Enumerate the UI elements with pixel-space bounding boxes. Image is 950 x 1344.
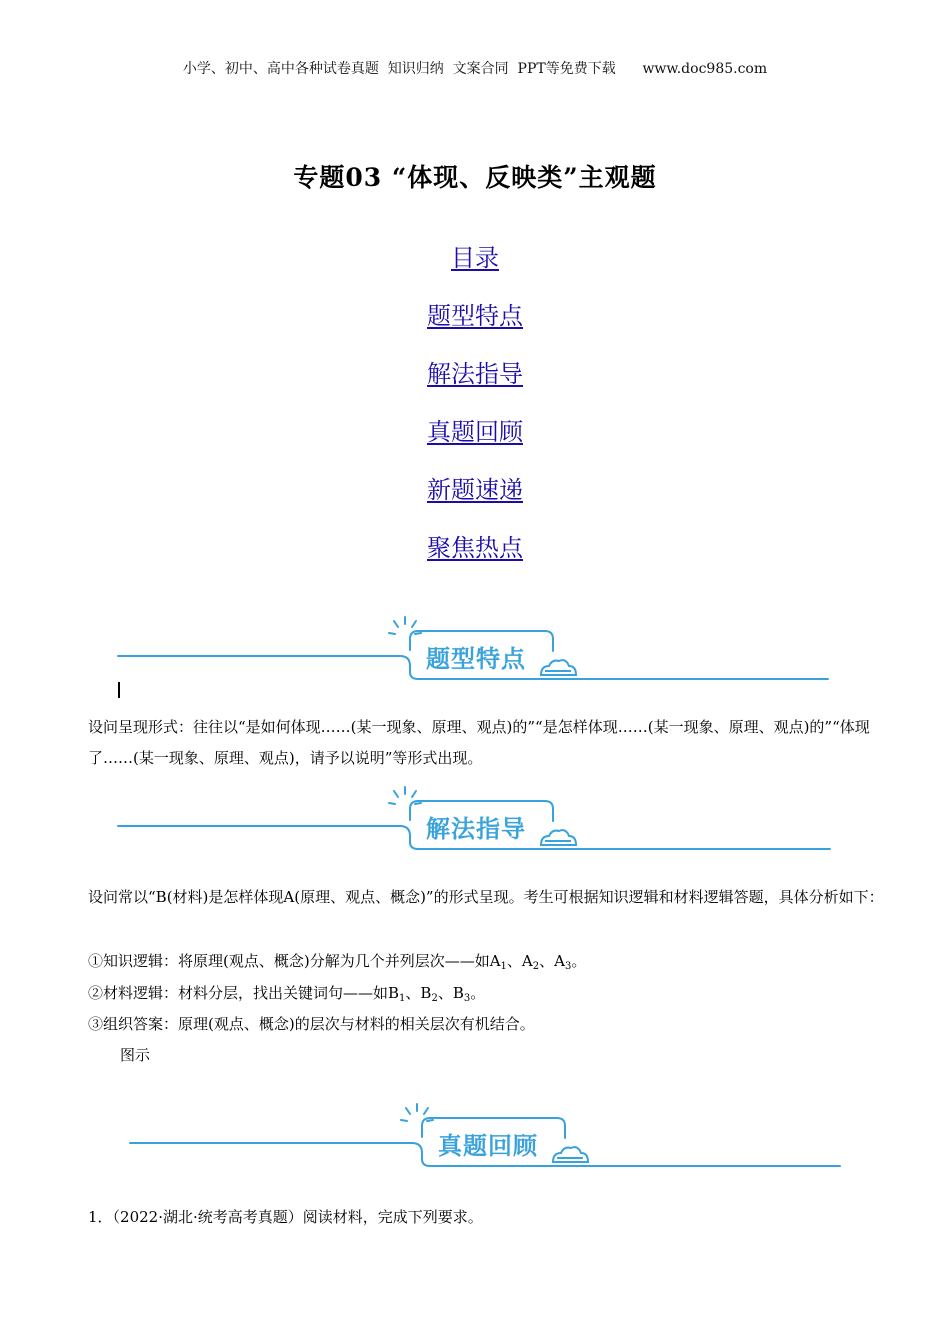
- toc-link-hotspots[interactable]: 聚焦热点: [427, 534, 523, 562]
- section-banner-features: [0, 615, 950, 687]
- method-step-3: ③组织答案：原理(观点、概念)的层次与材料的相关层次有机结合。: [88, 1015, 535, 1033]
- toc-link-review[interactable]: 真题回顾: [427, 418, 523, 446]
- diagram-label: 图示: [120, 1046, 151, 1064]
- text-cursor: [118, 682, 120, 698]
- toc-link-contents[interactable]: 目录: [451, 244, 499, 272]
- section-banner-review: [0, 1102, 950, 1174]
- toc-link-new[interactable]: 新题速递: [427, 476, 523, 504]
- page-header: 小学、初中、高中各种试卷真题 知识归纳 文案合同 PPT等免费下载 www.doc985.com: [182, 61, 768, 77]
- banner-title: 解法指导: [426, 815, 526, 843]
- method-step-2: ②材料逻辑：材料分层，找出关键词句——如$B_1$、$B_2$、$B_3$。: [88, 984, 486, 1004]
- banner-title: 题型特点: [426, 645, 526, 673]
- toc-link-method[interactable]: 解法指导: [427, 360, 523, 388]
- cloud-icon: [541, 830, 576, 845]
- cloud-icon: [541, 660, 576, 675]
- method-intro: 设问常以“B(材料)是怎样体现A(原理、观点、概念)”的形式呈现。考生可根据知识逻辑和材料逻辑答题，具体分析如下：: [88, 888, 884, 906]
- toc-link-features[interactable]: 题型特点: [427, 302, 523, 330]
- section-banner-method: [0, 785, 950, 857]
- banner-title: 真题回顾: [438, 1132, 538, 1160]
- features-paragraph: 设问呈现形式：往往以“是如何体现……(某一现象、原理、观点)的”“是怎样体现……(某一现象、原理、观点)的”“体现了……(某一现象、原理、观点)，请予以说明”等形式出现。: [88, 718, 870, 767]
- page-title: 专题03 “体现、反映类”主观题: [293, 163, 657, 192]
- method-step-1: ①知识逻辑：将原理(观点、概念)分解为几个并列层次——如$A_1$、$A_2$、$A_3$。: [88, 952, 587, 972]
- cloud-icon: [553, 1147, 588, 1162]
- question-1: 1．（2022·湖北·统考高考真题）阅读材料，完成下列要求。: [88, 1208, 483, 1226]
